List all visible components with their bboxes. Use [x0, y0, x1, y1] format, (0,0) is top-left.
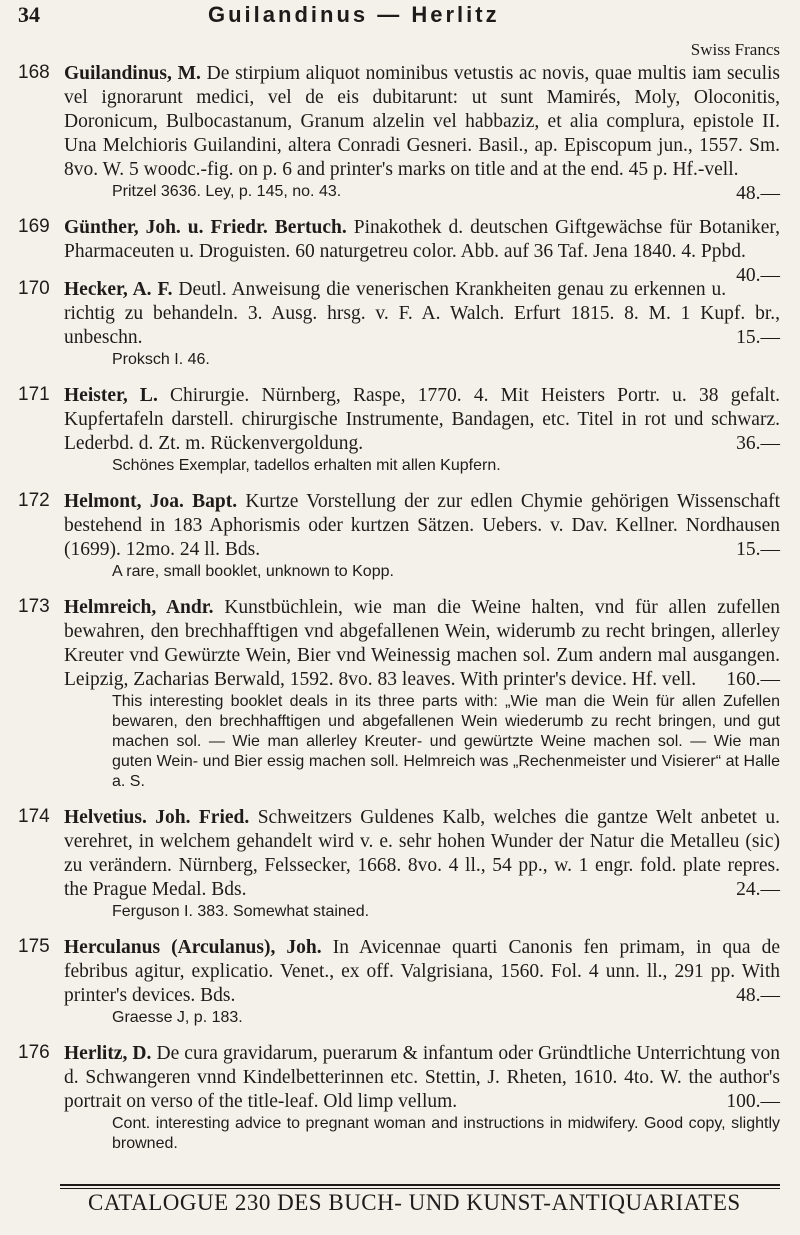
entry-author: Hecker, A. F. — [64, 279, 173, 300]
entry-price: 15.— — [736, 539, 780, 560]
entry-number: 169 — [18, 216, 50, 237]
entry-description: De stirpium aliquot nominibus vetustis ac novis, quae multis iam seculis vel ignorarunt medici, vel de eis dubitarunt: ut sunt Mamirés, Moly, Oloconitis, Doronicum, Bulbocastanum, Granum alzelin vel habbaziz, et alia complura, epistole II. Una Melchioris Guilandini, altera Conradi Gesneri. Basil., ap. Episcopum jun., 1557. Sm. 8vo. W. 5 woodc.-fig. on p. 6 and printer's marks on title and at the end. 45 p. Hf.-vell. — [64, 63, 781, 180]
entry-note: Ferguson I. 383. Somewhat stained. — [112, 903, 370, 920]
entry-description: Kurtze Vorstellung der zur edlen Chymie gehörigen Wissenschaft bestehend in 183 Aphorismis oder kurtzen Sätzen. Uebers. v. Dav. Kellner. Nordhausen (1699). 12mo. 24 ll. Bds. — [64, 491, 781, 560]
entry-number: 173 — [18, 596, 50, 617]
entry-price: 15.— — [736, 327, 780, 348]
page-number: 34 — [18, 2, 40, 27]
entry-note: Pritzel 3636. Ley, p. 145, no. 43. — [112, 183, 342, 200]
catalogue-entry — [0, 62, 800, 202]
entry-body — [64, 384, 780, 456]
entry-body — [64, 1042, 780, 1114]
entry-number: 176 — [18, 1042, 50, 1063]
page-header — [18, 2, 782, 42]
footer-rule-thin — [60, 1188, 780, 1189]
entry-note: A rare, small booklet, unknown to Kopp. — [112, 563, 394, 580]
entry-price: 40.— — [736, 265, 780, 286]
entry-body — [64, 806, 780, 902]
entry-author: Herlitz, D. — [64, 1043, 152, 1064]
entry-description: In Avicennae quarti Canonis fen primam, in qua de febribus agitur, explicatio. Venet., ex off. Valgrisiana, 1560. Fol. 4 unn. ll., 291 pp. With printer's devices. Bds. — [64, 937, 780, 1006]
entry-description: De cura gravidarum, puerarum & infantum oder Gründtliche Unterrichtung von d. Schwangeren vnnd Kindelbetterinnen etc. Stettin, J. Rheten, 1610. 4to. W. the author's portrait on verso of the title-leaf. Old limp vellum. — [64, 1043, 781, 1112]
catalogue-entry — [0, 216, 800, 286]
running-head: Guilandinus — Herlitz — [208, 2, 500, 27]
entry-note: Cont. interesting advice to pregnant woman and instructions in midwifery. Good copy, slightly browned. — [112, 1115, 780, 1152]
entry-description: Schweitzers Guldenes Kalb, welches die gantze Welt anbetet u. verehret, in welchem gehandelt wird v. e. sehr hohen Wunder der Natur die Metalleu (sic) zu verändern. Nürnberg, Felssecker, 1668. 8vo. 4 ll., 54 pp., w. 1 engr. fold. plate repres. the Prague Medal. Bds. — [64, 807, 781, 900]
entry-price: 24.— — [736, 879, 780, 900]
entry-price: 160.— — [726, 669, 780, 690]
entry-note: Graesse J, p. 183. — [112, 1009, 243, 1026]
entry-price: 36.— — [736, 433, 780, 454]
entry-body — [64, 216, 780, 286]
entry-number: 170 — [18, 278, 50, 299]
catalogue-entry — [0, 596, 800, 792]
catalogue-entry — [0, 384, 800, 476]
entry-note: This interesting booklet deals in its three parts with: „Wie man die Wein für allen Zufellen bewaren, den brechhafftigen und abgefallenen Wein wiederumb zu recht bringen, und gut machen sol. — Wie man allerley Kreuter- und gewürtzte Weine machen sol. — Wie man guten Wein- und Bier essig machen soll. Helmreich was „Rechenmeister und Visierer“ at Halle a. S. — [112, 693, 780, 790]
currency-label: Swiss Francs — [690, 40, 780, 59]
entry-description: Pinakothek d. deutschen Giftgewächse für Botaniker, Pharmaceuten u. Droguisten. 60 naturgetreu color. Abb. auf 36 Taf. Jena 1840. 4. Ppbd. — [64, 217, 780, 262]
entry-number: 171 — [18, 384, 50, 405]
entry-description: Kunstbüchlein, wie man die Weine halten, vnd für allen zufellen bewahren, den brechhafftigen vnd abgefallenen Wein, widerumb zu recht bringen, allerley Kreuter vnd Gewürzte Wein, Bier vnd Weinessig machen sol. Zum andern mal ausgangen. Leipzig, Zacharias Berwald, 1592. 8vo. 83 leaves. With printer's device. Hf. vell. — [64, 597, 781, 690]
entry-price: 48.— — [736, 183, 780, 204]
entry-list — [0, 62, 800, 1154]
entry-note: Proksch I. 46. — [112, 351, 210, 368]
entry-author: Helmreich, Andr. — [64, 597, 214, 618]
footer-text: CATALOGUE 230 DES BUCH- UND KUNST-ANTIQUARIATES — [88, 1190, 741, 1215]
entry-number: 168 — [18, 62, 50, 83]
entry-number: 175 — [18, 936, 50, 957]
entry-author: Günther, Joh. u. Friedr. Bertuch. — [64, 217, 347, 238]
entry-body — [64, 278, 780, 350]
entry-author: Helvetius. Joh. Fried. — [64, 807, 250, 828]
entry-body — [64, 936, 780, 1008]
entry-author: Herculanus (Arculanus), Joh. — [64, 937, 322, 958]
catalogue-entry — [0, 1042, 800, 1154]
entry-note: Schönes Exemplar, tadellos erhalten mit allen Kupfern. — [112, 457, 501, 474]
catalogue-entry — [0, 936, 800, 1028]
entry-body — [64, 596, 780, 692]
entry-body — [64, 490, 780, 562]
catalogue-entry — [0, 278, 800, 370]
entry-author: Helmont, Joa. Bapt. — [64, 491, 238, 512]
entry-price: 100.— — [726, 1091, 780, 1112]
entry-author: Guilandinus, M. — [64, 63, 201, 84]
footer-rule — [60, 1184, 780, 1186]
catalogue-entry — [0, 806, 800, 922]
entry-description: Chirurgie. Nürnberg, Raspe, 1770. 4. Mit Heisters Portr. u. 38 gefalt. Kupfertafeln darstell. chirurgische Instrumente, Bandagen, etc. Titel in rot und schwarz. Lederbd. d. Zt. m. Rückenvergoldung. — [64, 385, 781, 454]
entry-author: Heister, L. — [64, 385, 158, 406]
entry-number: 174 — [18, 806, 50, 827]
catalogue-entry — [0, 490, 800, 582]
entry-price: 48.— — [736, 985, 780, 1006]
entry-description: Deutl. Anweisung die venerischen Krankheiten genau zu erkennen u. richtig zu behandeln. 3. Ausg. hrsg. v. F. A. Walch. Erfurt 1815. 8. M. 1 Kupf. br., unbeschn. — [64, 279, 780, 348]
entry-number: 172 — [18, 490, 50, 511]
